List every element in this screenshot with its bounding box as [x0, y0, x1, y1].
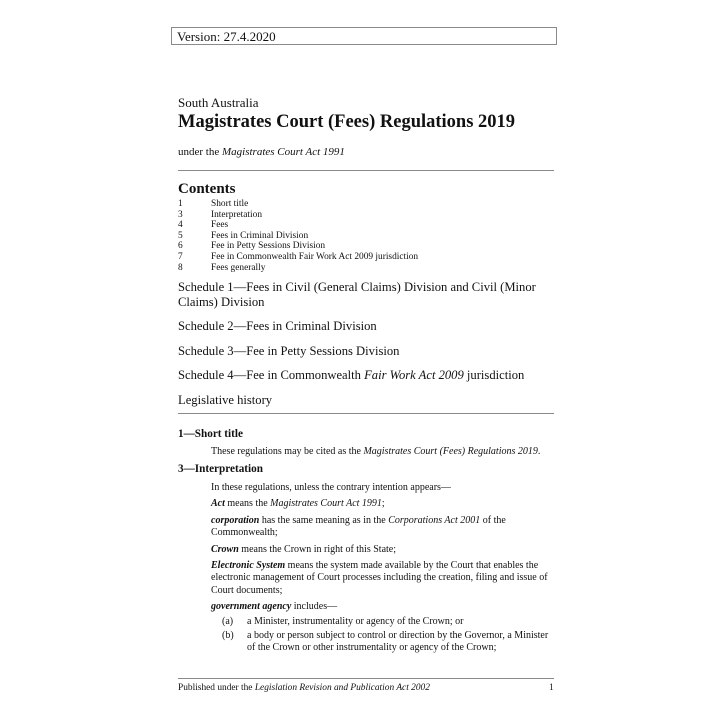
footer-prefix: Published under the	[178, 683, 255, 693]
toc-legislative-history[interactable]: Legislative history	[178, 392, 273, 407]
definition-electronic-system	[211, 560, 556, 597]
act-citation: Corporations Act 2001	[388, 515, 481, 526]
footer-publication	[178, 683, 430, 693]
toc-schedule-3[interactable]: Schedule 3—Fee in Petty Sessions Division	[178, 343, 400, 358]
toc-label: Fees generally	[211, 262, 266, 273]
section-3-intro: In these regulations, unless the contrary intention appears—	[211, 482, 451, 493]
s1-prefix: These regulations may be cited as the	[211, 446, 364, 457]
toc-number: 5	[178, 230, 183, 241]
definition-crown	[211, 544, 556, 556]
definition-text: includes—	[291, 601, 338, 612]
toc-schedule-2[interactable]: Schedule 2—Fees in Criminal Division	[178, 319, 377, 333]
subparagraph-text: a Minister, instrumentality or agency of the Crown; or	[247, 616, 464, 627]
toc-number: 8	[178, 262, 183, 273]
term: government agency	[211, 601, 292, 612]
toc-number: 7	[178, 251, 183, 262]
under-prefix: under the	[178, 146, 222, 158]
toc-number: 4	[178, 220, 183, 231]
schedule4-suffix: jurisdiction	[463, 368, 525, 382]
divider	[178, 413, 554, 414]
toc-label: Interpretation	[211, 209, 263, 220]
version-label: Version: 27.4.2020	[177, 29, 276, 44]
jurisdiction: South Australia	[178, 95, 259, 110]
subparagraph-a	[222, 616, 558, 628]
definition-end: of the Commonwealth;	[211, 515, 506, 539]
term: Crown	[211, 544, 239, 555]
document-title: Magistrates Court (Fees) Regulations 2019	[178, 112, 516, 132]
toc-label: Fee in Commonwealth Fair Work Act 2009 jurisdiction	[211, 251, 419, 262]
toc-label: Fees	[211, 220, 229, 231]
toc-schedule-1[interactable]: Schedule 1—Fees in Civil (General Claims) Division and Civil (Minor Claims) Division	[178, 280, 536, 309]
version-box	[171, 27, 557, 45]
s1-suffix: .	[537, 446, 541, 457]
definition-text: means the Crown in right of this State;	[238, 544, 396, 555]
footer-divider	[178, 678, 554, 679]
toc-item[interactable]	[178, 210, 548, 221]
table-of-contents	[178, 199, 548, 273]
schedule-list	[178, 280, 538, 417]
toc-item[interactable]	[178, 252, 548, 263]
definition-text: has the same meaning as in the	[259, 515, 389, 526]
toc-item[interactable]	[178, 263, 548, 274]
definition-act	[211, 498, 556, 510]
footer-act: Legislation Revision and Publication Act 2002	[254, 683, 430, 693]
definition-end: ;	[381, 498, 385, 509]
schedule4-act: Fair Work Act 2009	[364, 368, 464, 382]
toc-item[interactable]	[178, 231, 548, 242]
toc-label: Fee in Petty Sessions Division	[211, 241, 326, 252]
term: corporation	[211, 515, 260, 526]
subparagraph-label: (b)	[222, 630, 234, 641]
toc-item[interactable]	[178, 199, 548, 210]
toc-item[interactable]	[178, 241, 548, 252]
subparagraph-label: (a)	[222, 616, 234, 627]
definition-corporation	[211, 515, 511, 540]
act-citation: Magistrates Court Act 1991	[270, 498, 382, 509]
s1-citation: Magistrates Court (Fees) Regulations 2019	[363, 446, 538, 457]
definition-government-agency	[211, 601, 556, 613]
term: Electronic System	[211, 560, 286, 571]
toc-label: Short title	[211, 199, 249, 209]
page-number: 1	[549, 683, 554, 693]
section-1-text	[211, 446, 556, 458]
toc-number: 6	[178, 241, 183, 252]
toc-item[interactable]	[178, 220, 548, 231]
divider	[178, 170, 554, 171]
toc-schedule-4[interactable]	[178, 368, 538, 383]
subparagraph-text: a body or person subject to control or direction by the Governor, a Minister of the Crown or other instrumentality or agency of the Crown;	[247, 630, 549, 654]
definition-text: means the	[224, 498, 271, 509]
contents-heading: Contents	[178, 181, 236, 197]
definition-text: means the system made available by the Court that enables the electronic management of Court processes including the creation, filing and issue of Court documents;	[211, 560, 548, 596]
term: Act	[211, 498, 225, 509]
subparagraph-b	[222, 630, 558, 655]
enabling-act: Magistrates Court Act 1991	[221, 146, 345, 158]
section-1-heading: 1—Short title	[178, 428, 243, 440]
toc-number: 1	[178, 199, 183, 209]
toc-number: 3	[178, 209, 183, 220]
section-3-heading: 3—Interpretation	[178, 463, 263, 475]
enabling-act-line	[178, 146, 345, 158]
toc-label: Fees in Criminal Division	[211, 230, 309, 241]
schedule4-prefix: Schedule 4—Fee in Commonwealth	[178, 368, 365, 382]
